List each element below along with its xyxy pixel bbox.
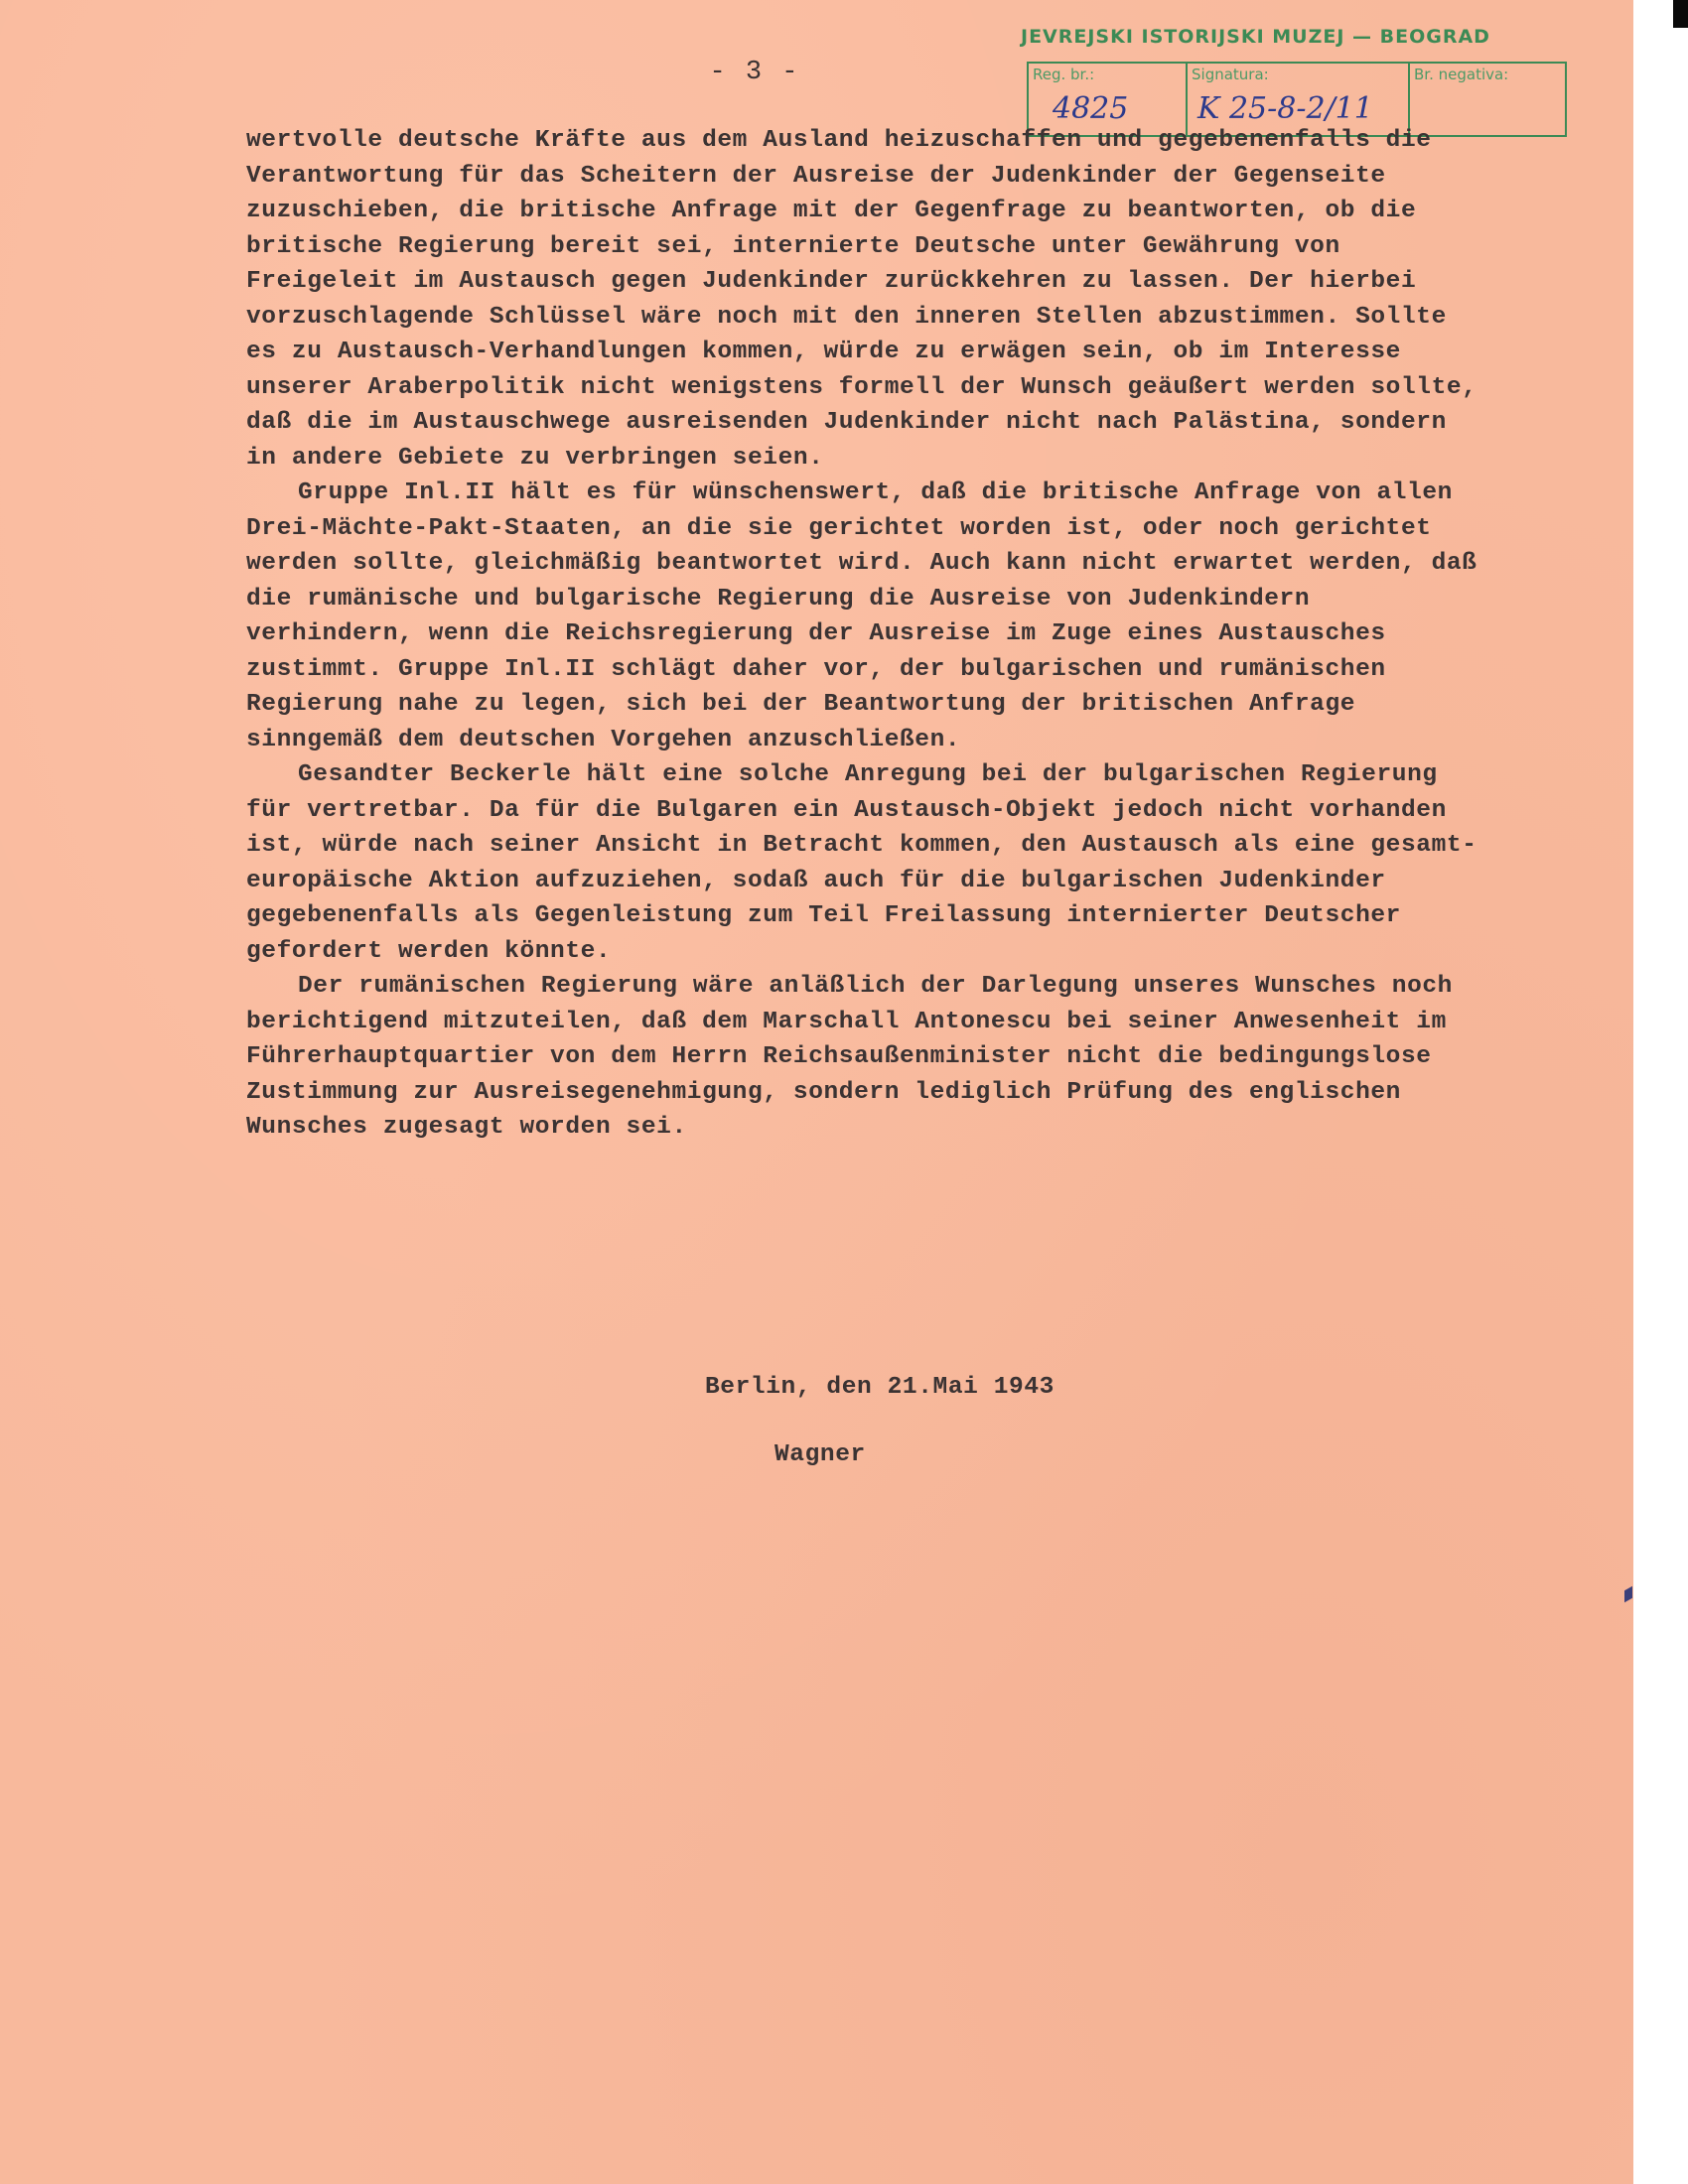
archive-stamp-title: JEVREJSKI ISTORIJSKI MUZEJ — BEOGRAD — [1021, 26, 1490, 48]
document-body — [246, 123, 1477, 1146]
paragraph-1: wertvolle deutsche Kräfte aus dem Ausland heizuschaffen und gegebenenfalls die Verantwortung für das Scheitern der Ausreise der Judenkinder der Gegenseite zuzuschieben, die britische Anfrage mit der Gegenfrage zu beantworten, ob die britische Regierung bereit sei, internierte Deutsche unter Gewährung von Freigeleit im Austausch gegen Judenkinder zurückkehren zu lassen. Der hierbei vorzuschlagende Schlüssel wäre noch mit den inneren Stellen abzustimmen. Sollte es zu Austausch-Verhandlungen kommen, würde zu erwägen sein, ob im Interesse unserer Araberpolitik nicht wenigstens formell der Wunsch geäußert werden sollte, daß die im Austauschwege ausreisenden Judenkinder nicht nach Palästina, sondern in andere Gebiete zu verbringen seien. — [246, 127, 1477, 472]
stamp-reg-label: Reg. br.: — [1033, 66, 1095, 83]
signature-name: Wagner — [774, 1441, 866, 1468]
stamp-signatura-value: K 25-8-2/11 — [1197, 91, 1373, 126]
paragraph-3: Gesandter Beckerle hält eine solche Anregung bei der bulgarischen Regierung für vertretbar. Da für die Bulgaren ein Austausch-Objekt jedoch nicht vorhanden ist, würde nach seiner Ansicht in Betracht kommen, den Austausch als eine gesamt-europäische Aktion aufzuziehen, sodaß auch für die bulgarischen Judenkinder gegebenenfalls als Gegenleistung zum Teil Freilassung internierter Deutscher gefordert werden könnte. — [246, 761, 1477, 965]
paragraph-4: Der rumänischen Regierung wäre anläßlich der Darlegung unseres Wunsches noch berichtigend mitzuteilen, daß dem Marschall Antonescu bei seiner Anwesenheit im Führerhauptquartier von dem Herrn Reichsaußenminister nicht die bedingungslose Zustimmung zur Ausreisegenehmigung, sondern lediglich Prüfung des englischen Wunsches zugesagt worden sei. — [246, 973, 1453, 1141]
paragraph-2: Gruppe Inl.II hält es für wünschenswert, daß die britische Anfrage von allen Drei-Mächte-Pakt-Staaten, an die sie gerichtet worden ist, oder noch gerichtet werden sollte, gleichmäßig beantwortet wird. Auch kann nicht erwartet werden, daß die rumänische und bulgarische Regierung die Ausreise von Judenkindern verhindern, wenn die Reichsregierung der Ausreise im Zuge eines Austausches zustimmt. Gruppe Inl.II schlägt daher vor, der bulgarischen und rumänischen Regierung nahe zu legen, sich bei der Beantwortung der britischen Anfrage sinngemäß dem deutschen Vorgehen anzuschließen. — [246, 479, 1477, 753]
page-number: - 3 - — [709, 58, 800, 87]
place-and-date: Berlin, den 21.Mai 1943 — [705, 1374, 1055, 1401]
scan-corner-mark — [1673, 0, 1688, 28]
margin-ink-mark — [1624, 1586, 1632, 1603]
stamp-negativ-label: Br. negativa: — [1414, 66, 1509, 83]
stamp-reg-value: 4825 — [1053, 91, 1129, 126]
stamp-signatura-label: Signatura: — [1192, 66, 1269, 83]
